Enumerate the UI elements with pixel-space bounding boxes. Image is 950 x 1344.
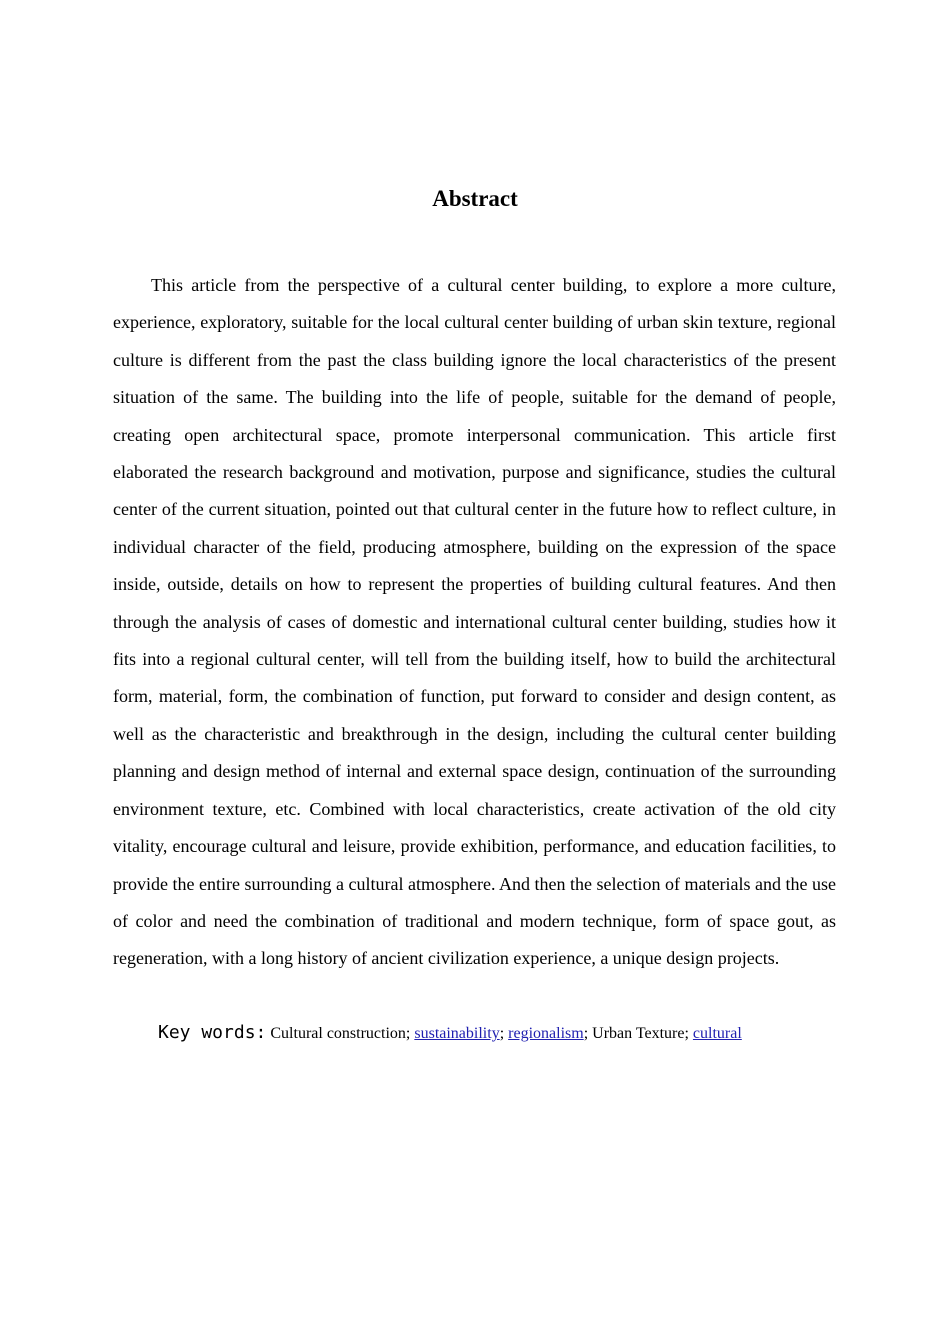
keywords-line [158, 1019, 858, 1048]
keyword-item: Urban Texture [592, 1025, 685, 1042]
keyword-separator: ; [684, 1025, 693, 1042]
keyword-separator: ; [405, 1025, 415, 1042]
keyword-link-sustainability[interactable]: sustainability [414, 1025, 500, 1042]
keywords-label: Key words: [158, 1022, 267, 1043]
keyword-separator: ; [583, 1025, 593, 1042]
keyword-link-regionalism[interactable]: regionalism [508, 1025, 584, 1042]
abstract-body: This article from the perspective of a cultural center building, to explore a more culture, experience, exploratory, suitable for the local cultural center building of urban skin texture, regional culture is different from the past the class building ignore the local characteristics of the present situation of the same. The building into the life of people, suitable for the demand of people, creating open architectural space, promote interpersonal communication. This article first elaborated the research background and motivation, purpose and significance, studies the cultural center of the current situation, pointed out that cultural center in the future how to reflect culture, in individual character of the field, producing atmosphere, building on the expression of the space inside, outside, details on how to represent the properties of building cultural features. And then through the analysis of cases of domestic and international cultural center building, studies how it fits into a regional cultural center, will tell from the building itself, how to build the architectural form, material, form, the combination of function, put forward to consider and design content, as well as the characteristic and breakthrough in the design, including the cultural center building planning and design method of internal and external space design, continuation of the surrounding environment texture, etc. Combined with local characteristics, create activation of the old city vitality, encourage cultural and leisure, provide exhibition, performance, and education facilities, to provide the entire surrounding a cultural atmosphere. And then the selection of materials and the use of color and need the combination of traditional and modern technique, form of space gout, as regeneration, with a long history of ancient civilization experience, a unique design projects. [113, 275, 836, 969]
keyword-link-cultural[interactable]: cultural [692, 1025, 742, 1042]
abstract-title: Abstract [432, 186, 518, 211]
keyword-item: Cultural construction [270, 1025, 406, 1042]
keyword-separator: ; [499, 1025, 509, 1042]
